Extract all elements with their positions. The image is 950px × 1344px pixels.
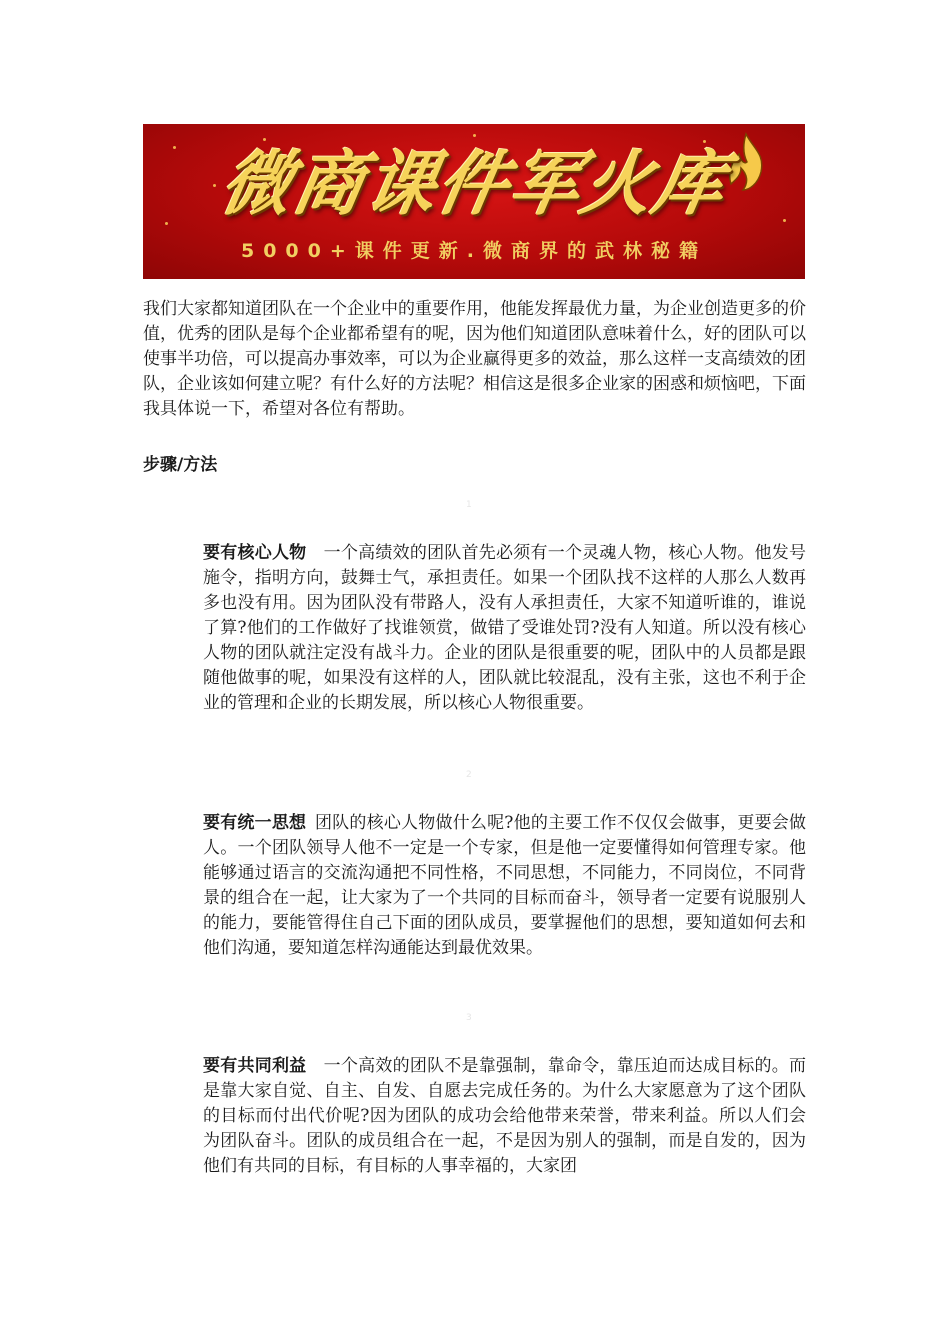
step-body: 团队的核心人物做什么呢?他的主要工作不仅仅会做事，更要会做人。一个团队领导人他不一定是一个专家，但是他一定要懂得如何管理专家。他能够通过语言的交流沟通把不同性格，不同思想，不同能力，不同岗位，不同背景的组合在一起，让大家为了一个共同的目标而奋斗，领导者一定要有说服别人的能力，要能管得住自己下面的团队成员，要掌握他们的思想，要知道如何去和他们沟通，要知道怎样沟通能达到最优效果。 [203,813,806,958]
step-title: 要有统一思想 [203,813,307,833]
intro-paragraph: 我们大家都知道团队在一个企业中的重要作用，他能发挥最优力量，为企业创造更多的价值，优秀的团队是每个企业都希望有的呢，因为他们知道团队意味着什么，好的团队可以使事半功倍，可以提高办事效率，可以为企业赢得更多的效益，那么这样一支高绩效的团队，企业该如何建立呢？有什么好的方法呢？相信这是很多企业家的困惑和烦恼吧，下面我具体说一下，希望对各位有帮助。 [143,299,806,419]
banner-subtitle: 5000+课件更新.微商界的武林秘籍 [240,240,708,262]
step-paragraph [203,811,806,961]
step-body: 一个高绩效的团队首先必须有一个灵魂人物，核心人物。他发号施令，指明方向，鼓舞士气，承担责任。如果一个团队找不这样的人那么人数再多也没有用。因为团队没有带路人，没有人承担责任，大家不知道听谁的，谁说了算?他们的工作做好了找谁领赏，做错了受谁处罚?没有人知道。所以没有核心人物的团队就注定没有战斗力。企业的团队是很重要的呢，团队中的人员都是跟随他做事的呢，如果没有这样的人，团队就比较混乱，没有主张，这也不利于企业的管理和企业的长期发展，所以核心人物很重要。 [203,543,807,713]
step-number-marker: 3 [466,1013,472,1023]
step-paragraph [203,1054,806,1179]
step-paragraph [203,541,806,716]
section-heading: 步骤/方法 [143,455,218,475]
spark-decoration [473,134,476,137]
spark-decoration [263,138,266,141]
banner-image [143,124,805,279]
step-title: 要有共同利益 [203,1056,307,1076]
step-number-marker: 1 [466,500,472,510]
banner-title: 微商课件军火库 [214,143,734,225]
step-title: 要有核心人物 [203,543,307,563]
step-body: 一个高效的团队不是靠强制，靠命令，靠压迫而达成目标的。而是靠大家自觉、自主、自发、自愿去完成任务的。为什么大家愿意为了这个团队的目标而付出代价呢?因为团队的成功会给他带来荣誉，带来利益。所以人们会为团队奋斗。团队的成员组合在一起，不是因为别人的强制，而是自发的，因为他们有共同的目标，有目标的人事幸福的，大家团 [203,1056,807,1176]
step-number-marker: 2 [466,770,472,780]
